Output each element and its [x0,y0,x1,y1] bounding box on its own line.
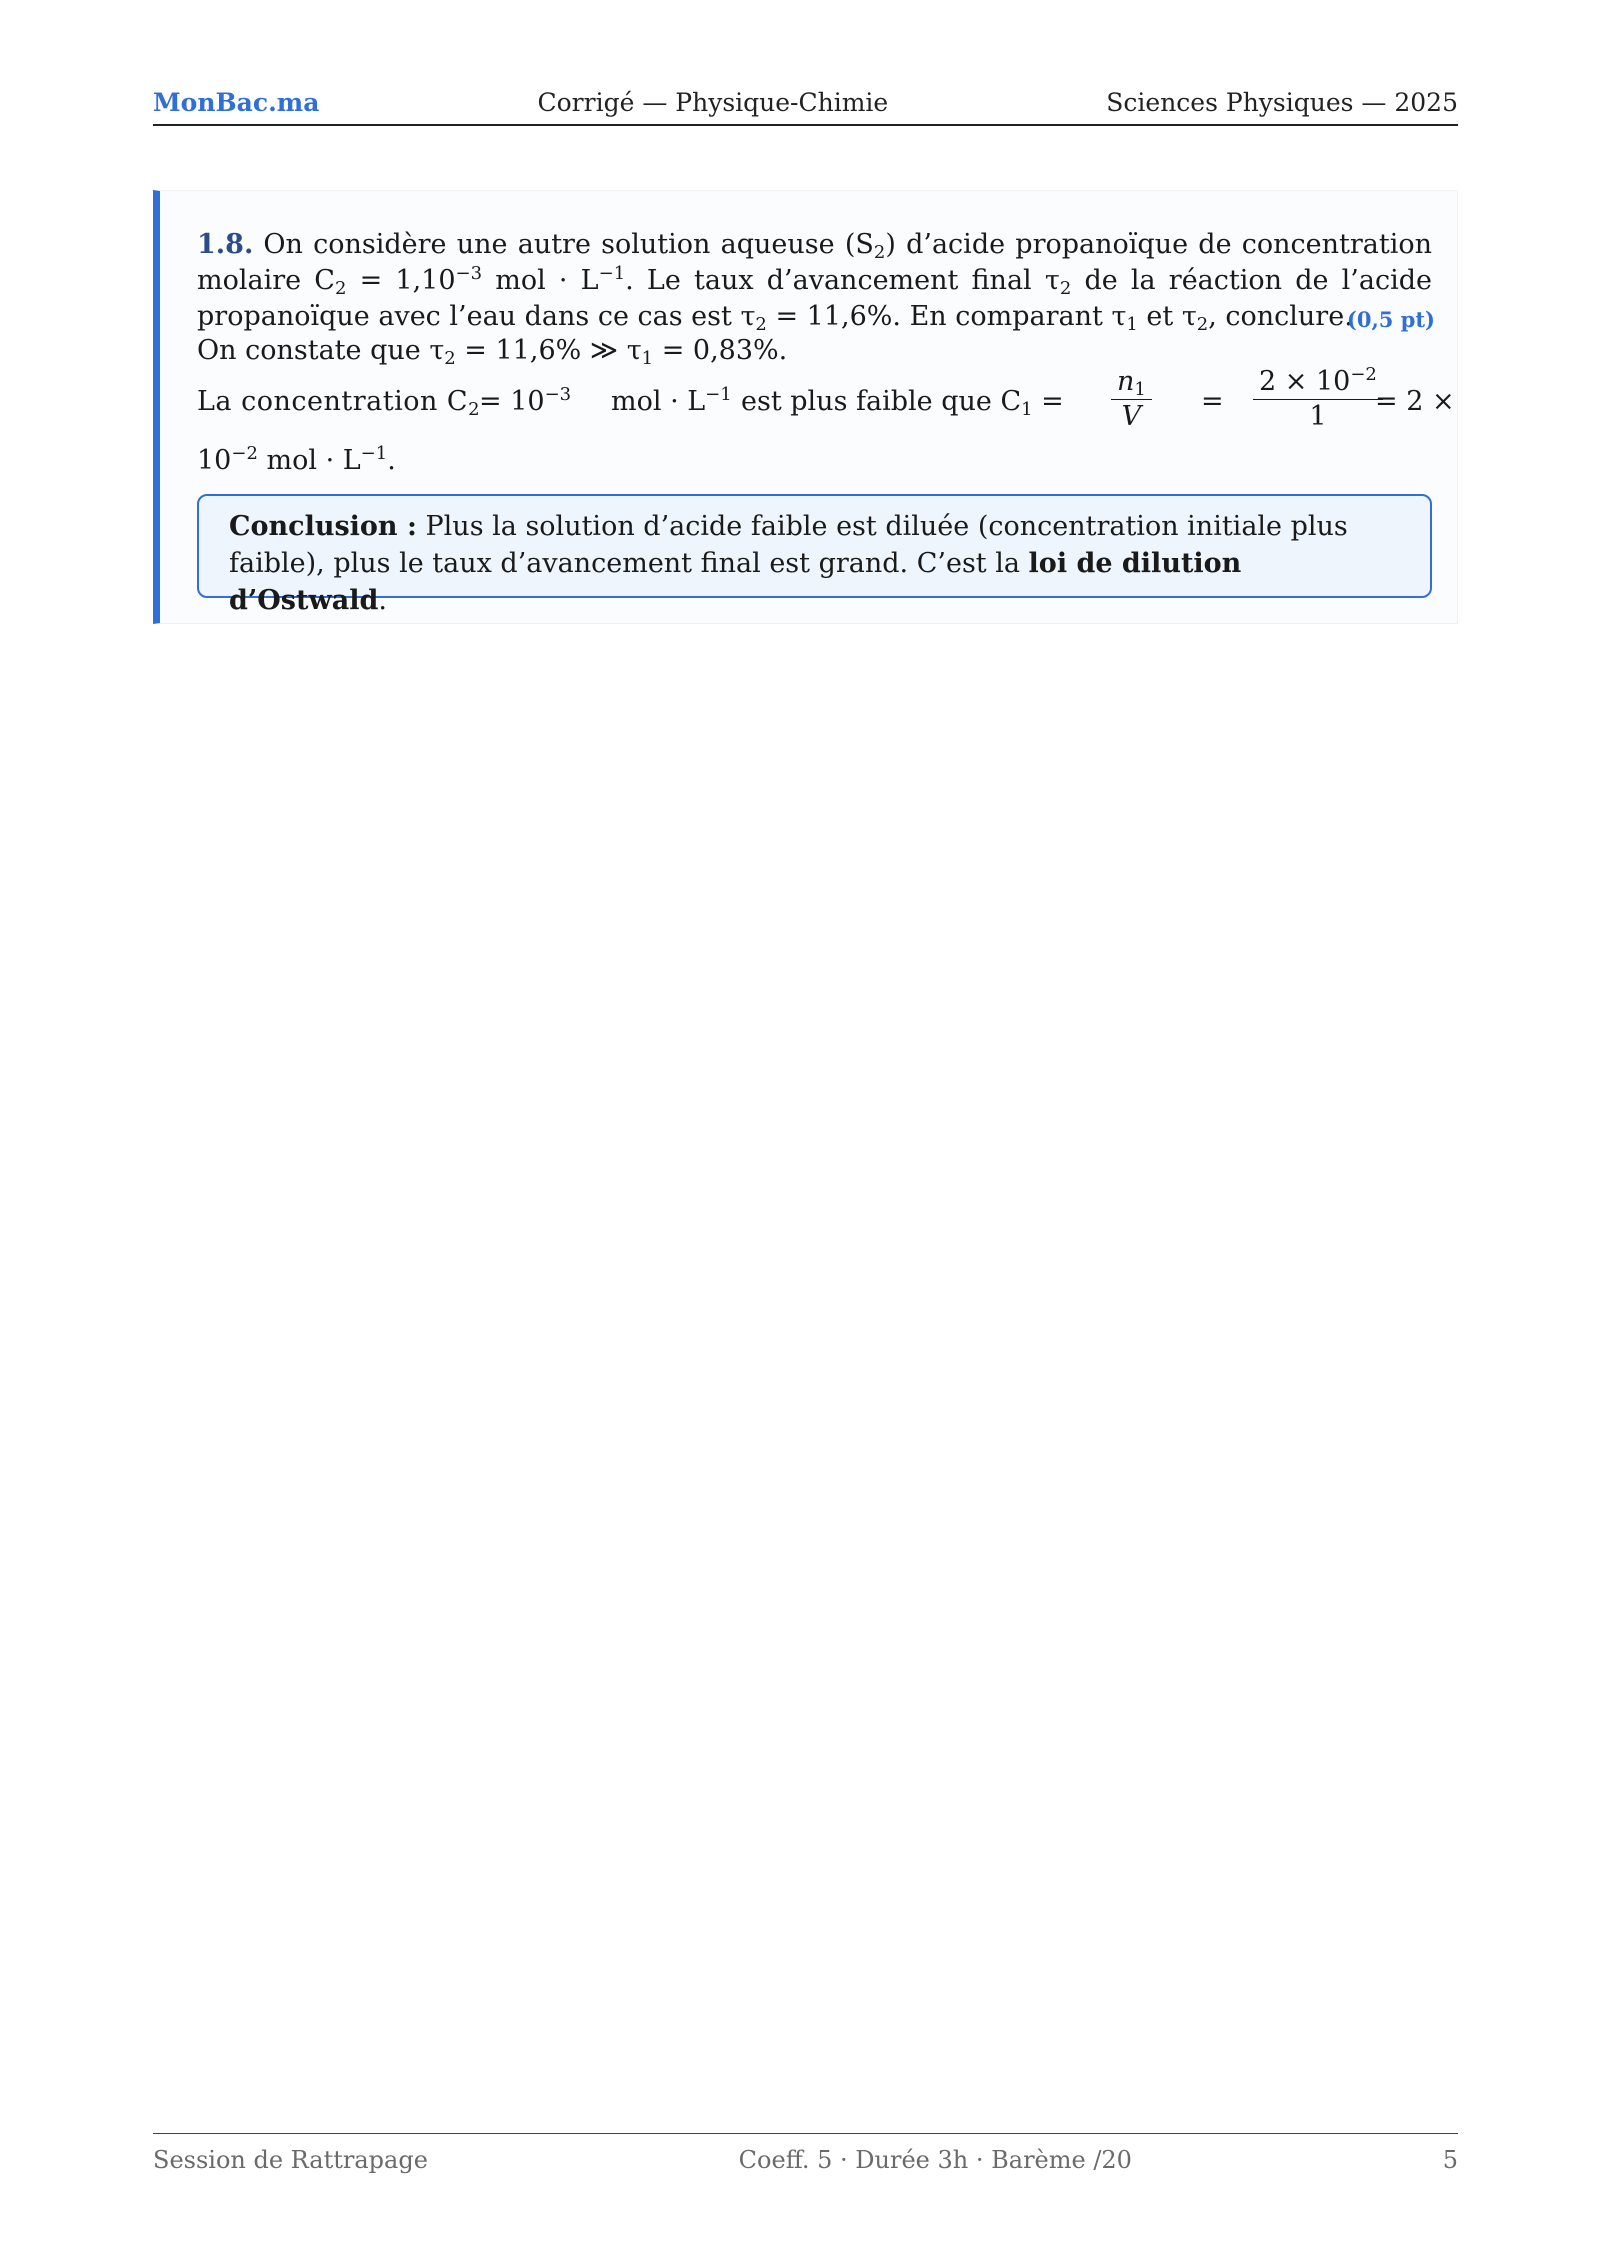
page-number: 5 [1442,2146,1458,2174]
statement-text: , conclure. [1208,301,1353,332]
answer-text: = 2 × [1375,386,1455,417]
superscript: −2 [231,443,258,464]
answer-text: 10 [197,445,232,476]
subscript: 1 [1126,314,1138,335]
subscript: 2 [755,314,767,335]
answer-line-1 [197,335,788,369]
answer-text: La concentration C [197,386,469,417]
footer-session: Session de Rattrapage [153,2146,428,2174]
statement-text: ) d’acide propanoïque de concentration molaire C [197,229,1433,296]
answer-text: = [1032,386,1064,417]
answer-segment [197,386,480,420]
statement-text: . Le taux d’avancement final τ [625,265,1060,296]
subscript: 1 [1021,399,1033,420]
points-badge: (0,5 pt) [1346,307,1435,332]
answer-text: = 11,6% ≫ τ [455,335,642,366]
subscript: 2 [444,348,456,369]
equals-sign: = [1201,386,1224,417]
page-footer [153,2133,1458,2174]
answer-segment [741,386,1064,420]
superscript: −1 [360,443,388,464]
statement-text: et τ [1137,301,1197,332]
answer-text: n [1117,366,1135,397]
statement-text: = 1,10 [346,265,456,296]
answer-text: mol · L [257,445,361,476]
subscript: 1 [1134,379,1146,400]
answer-text: est plus faible que C [741,386,1022,417]
answer-text: 2 × 10 [1259,366,1351,397]
footer-info: Coeff. 5 · Durée 3h · Barème /20 [738,2146,1132,2174]
fraction-n1-over-v [1111,365,1152,434]
subscript: 2 [468,399,480,420]
conclusion-law: loi de dilution d’Ostwald [229,548,1242,616]
superscript: −2 [1350,364,1377,385]
answer-line-3 [197,445,396,476]
question-card [153,190,1458,624]
header-subject: Corrigé — Physique-Chimie [537,88,889,117]
fraction-numerator [1111,365,1152,400]
answer-text: = 10 [479,386,545,417]
subscript: 2 [334,278,347,299]
superscript: −1 [705,384,732,405]
conclusion-label: Conclusion : [229,511,417,542]
fraction-denominator [1122,400,1142,434]
statement-text: de la réaction de l’acide propanoïque avec l’eau dans ce cas est τ [197,265,1432,332]
answer-segment [479,386,571,417]
subscript: 2 [873,242,886,263]
superscript: −3 [455,263,483,284]
answer-text: . [387,445,396,476]
fraction-denominator: 1 [1309,401,1327,432]
statement-text: = 11,6%. En comparant τ [766,301,1127,332]
answer-text: V [1121,401,1142,432]
answer-text: = 0,83%. [653,335,788,366]
question-statement [197,227,1432,335]
subscript: 1 [641,348,654,369]
question-number: 1.8. [197,229,254,260]
answer-text: On constate que τ [197,335,445,366]
subscript: 2 [1059,278,1072,299]
page-header [153,88,1458,126]
statement-text: mol · L [482,265,599,296]
conclusion-box [197,494,1432,616]
brand-logo-text[interactable]: MonBac.ma [153,88,320,117]
statement-text: On considère une autre solution aqueuse (S [263,229,874,260]
answer-segment [611,386,732,417]
answer-line-2 [197,364,1455,433]
superscript: −1 [598,263,626,284]
superscript: −3 [544,384,572,405]
fraction-numerator [1253,365,1383,400]
subscript: 2 [1196,314,1209,335]
answer-text: mol · L [611,386,706,417]
fraction-2e-2-over-1 [1253,365,1383,434]
header-section: Sciences Physiques — 2025 [1106,88,1458,117]
conclusion-text: Plus la solution d’acide faible est diluée (concentration initiale plus faible), plus le taux d’avancement final est grand. C’est la [229,511,1348,579]
conclusion-end: . [378,585,387,616]
